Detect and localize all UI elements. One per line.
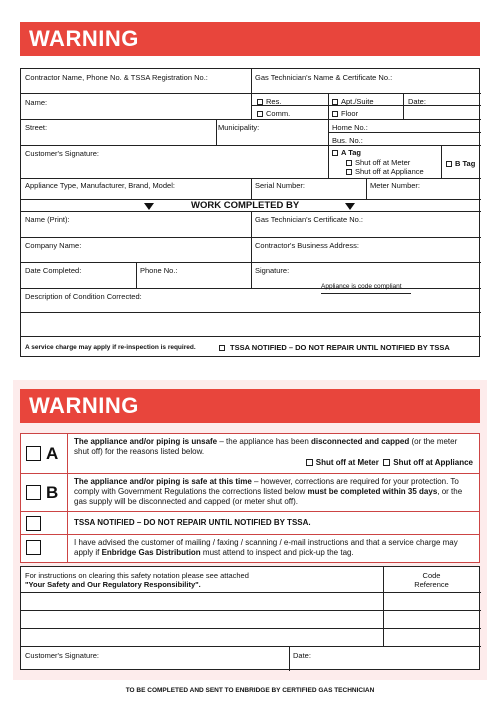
apt-label: Apt./Suite <box>341 97 374 106</box>
shut-appliance-label: Shut off at Appliance <box>393 458 473 467</box>
res-option[interactable] <box>257 97 281 106</box>
municipality-label: Municipality: <box>218 123 260 132</box>
checkbox[interactable] <box>257 111 263 117</box>
checkbox[interactable] <box>332 99 338 105</box>
advised-text-2: must attend to inspect and pick-up the tag. <box>200 548 354 557</box>
divider <box>21 288 481 289</box>
shut-meter-label: Shut off at Meter <box>315 458 379 467</box>
divider <box>328 119 329 178</box>
option-row-tssa <box>21 512 479 535</box>
date-label: Date: <box>408 97 426 106</box>
correction-list-form <box>20 566 480 670</box>
booklet-title: "Your Safety and Our Regulatory Responsibility". <box>25 580 201 589</box>
home-no-label: Home No.: <box>332 123 368 132</box>
option-row-a <box>21 434 479 474</box>
shut-appliance-option[interactable] <box>346 167 424 176</box>
serial-number-label: Serial Number: <box>255 181 306 190</box>
divider <box>21 145 481 146</box>
option-b-checkbox[interactable] <box>26 485 41 500</box>
street-label: Street: <box>25 123 48 132</box>
option-a-checkbox[interactable] <box>26 446 41 461</box>
business-address-label: Contractor's Business Address: <box>255 241 359 250</box>
divider <box>21 592 481 593</box>
option-a-bold: The appliance and/or piping is unsafe <box>74 437 218 446</box>
warning-form-top <box>20 68 480 357</box>
option-a-shutoff-choices <box>74 458 473 468</box>
arrow-down-icon <box>345 203 355 210</box>
divider <box>328 132 481 133</box>
divider <box>289 646 290 671</box>
divider <box>21 610 481 611</box>
option-tssa-text <box>68 512 479 531</box>
tssa-checkbox[interactable] <box>26 516 41 531</box>
advised-text-1: I have advised the customer of mailing / faxing / scanning / e-mail instructions and that a service charge may apply if <box>74 538 458 557</box>
option-row-advised <box>21 535 479 562</box>
work-completed-heading: WORK COMPLETED BY <box>191 200 300 211</box>
option-a-letter: A <box>46 444 59 463</box>
warning-banner-bottom: WARNING <box>20 389 480 423</box>
phone-label: Phone No.: <box>140 266 178 275</box>
option-letter-cell <box>21 434 68 473</box>
option-b-bold-2: must be completed within 35 days <box>307 487 438 496</box>
divider <box>328 93 329 119</box>
a-tag-option[interactable] <box>332 148 361 157</box>
description-label: Description of Condition Corrected: <box>25 292 142 301</box>
divider <box>21 119 481 120</box>
option-b-text-2: , or the gas supply will be disconnected and capped (or meter shut off). <box>74 487 463 506</box>
service-charge-note: A service charge may apply if re-inspection is required. <box>25 344 196 351</box>
advised-checkbox[interactable] <box>26 540 41 555</box>
meter-number-label: Meter Number: <box>370 181 421 190</box>
checkbox[interactable] <box>346 160 352 166</box>
floor-label: Floor <box>341 109 359 118</box>
advised-bold: Enbridge Gas Distribution <box>101 548 201 557</box>
option-a-text-1: – the appliance has been <box>217 437 311 446</box>
checkbox[interactable] <box>257 99 263 105</box>
a-tag-label: A Tag <box>341 148 361 157</box>
tssa-notified-text: TSSA NOTIFIED – DO NOT REPAIR UNTIL NOTIFIED BY TSSA. <box>74 518 311 527</box>
instructions-text: For instructions on clearing this safety notation please see attached <box>25 571 249 580</box>
floor-option[interactable] <box>332 109 358 118</box>
divider <box>251 69 252 119</box>
appliance-type-label: Appliance Type, Manufacturer, Brand, Model: <box>25 181 175 190</box>
checkbox[interactable] <box>332 111 338 117</box>
code-compliant-note: Appliance is code compliant <box>321 283 402 290</box>
warning-options-table <box>20 433 480 563</box>
date-label: Date: <box>293 651 311 660</box>
tssa-notified-option[interactable] <box>219 343 450 352</box>
contractor-label: Contractor Name, Phone No. & TSSA Registration No.: <box>25 73 208 82</box>
divider <box>21 646 481 647</box>
customer-signature-label: Customer's Signature: <box>25 149 99 158</box>
checkbox[interactable] <box>383 459 390 466</box>
arrow-down-icon <box>144 203 154 210</box>
divider <box>216 119 217 145</box>
divider <box>251 178 252 199</box>
shut-appliance-label: Shut off at Appliance <box>355 167 424 176</box>
tech-certificate-label: Gas Technician's Certificate No.: <box>255 215 364 224</box>
bus-no-label: Bus. No.: <box>332 136 363 145</box>
option-a-bold-2: disconnected and capped <box>311 437 410 446</box>
divider <box>21 628 481 629</box>
b-tag-label: B Tag <box>455 159 476 168</box>
option-b-text-1: – however, corrections are required for your protection. To comply with Government Regulations the corrections listed below <box>74 477 459 496</box>
option-letter-cell <box>21 512 68 534</box>
comm-label: Comm. <box>266 109 291 118</box>
tssa-notified-label: TSSA NOTIFIED – DO NOT REPAIR UNTIL NOTIFIED BY TSSA <box>230 343 450 352</box>
checkbox[interactable] <box>306 459 313 466</box>
shut-appliance-option[interactable] <box>383 458 473 467</box>
checkbox[interactable] <box>332 150 338 156</box>
date-completed-label: Date Completed: <box>25 266 82 275</box>
checkbox[interactable] <box>346 169 352 175</box>
divider <box>21 336 481 337</box>
checkbox[interactable] <box>446 161 452 167</box>
divider <box>21 312 481 313</box>
option-letter-cell <box>21 474 68 511</box>
name-print-label: Name (Print): <box>25 215 70 224</box>
comm-option[interactable] <box>257 109 290 118</box>
divider <box>441 145 442 178</box>
divider <box>366 178 367 199</box>
option-b-bold: The appliance and/or piping is safe at this time <box>74 477 252 486</box>
code-reference-heading-2: Reference <box>414 580 449 589</box>
option-row-b <box>21 474 479 512</box>
company-name-label: Company Name: <box>25 241 82 250</box>
b-tag-option[interactable] <box>446 159 475 168</box>
divider <box>251 211 252 288</box>
option-b-text <box>68 474 479 510</box>
option-b-letter: B <box>46 483 59 502</box>
checkbox[interactable] <box>219 345 225 351</box>
option-letter-cell <box>21 535 68 562</box>
shut-meter-option[interactable] <box>306 458 379 467</box>
signature-label: Signature: <box>255 266 290 275</box>
shut-meter-option[interactable] <box>346 158 410 167</box>
divider <box>136 262 137 288</box>
option-a-text-2: (or the meter shut off) for the reasons listed below. <box>74 437 458 456</box>
res-label: Res. <box>266 97 282 106</box>
technician-label: Gas Technician's Name & Certificate No.: <box>255 73 393 82</box>
footer-instruction: TO BE COMPLETED AND SENT TO ENBRIDGE BY CERTIFIED GAS TECHNICIAN <box>125 687 375 694</box>
option-advised-text <box>68 535 479 561</box>
shut-meter-label: Shut off at Meter <box>355 158 411 167</box>
warning-banner-top: WARNING <box>20 22 480 56</box>
divider <box>403 93 404 119</box>
divider <box>321 293 411 294</box>
customer-signature-label: Customer's Signature: <box>25 651 99 660</box>
code-reference-heading-1: Code <box>422 571 441 580</box>
option-a-text <box>68 434 479 471</box>
apt-option[interactable] <box>332 97 374 106</box>
name-label: Name: <box>25 98 48 107</box>
